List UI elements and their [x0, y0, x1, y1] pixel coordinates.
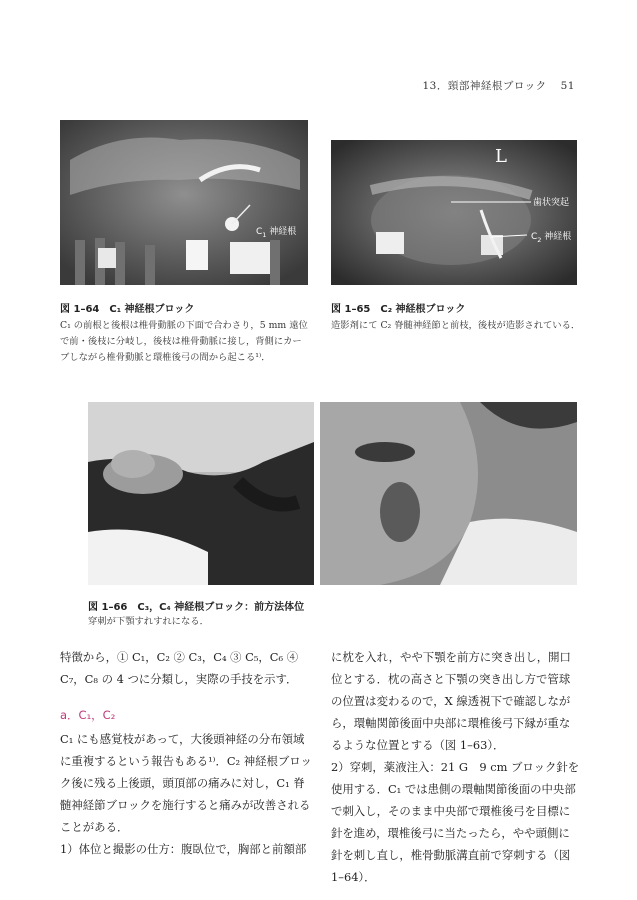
- figure-1-66-photo-left: [88, 402, 314, 585]
- figure-1-65-image: [331, 140, 577, 285]
- xray-c1-illustration: [60, 120, 308, 285]
- patient-position-photo: [88, 402, 314, 585]
- figure-1-66-photo-right: [320, 402, 577, 585]
- c2-root-label: $C_2$ 神経根: [531, 232, 572, 244]
- figure-1-65-title: 図 1–65 C₂ 神経根ブロック: [331, 304, 466, 315]
- figure-1-64-caption: C₁ の前根と後根は椎骨動脈の下面で合わさり，5 mm 遠位で前・後枝に分岐し，後枝は椎骨動脈に接し，背側にカーブしながら椎骨動脈と環椎後弓の間から起こる¹⁾．: [60, 320, 308, 363]
- patient-face-photo: [320, 402, 577, 585]
- intro-paragraph: 特徴から，① C₁，C₂ ② C₃，C₄ ③ C₅，C₆ ④ C₇，C₈ の 4 つに分類し，実際の手技を示す．: [60, 650, 299, 686]
- section-paragraph: C₁ にも感覚枝があって，大後頭神経の分布領域に重複するという報告もある¹⁾．C₂ 神経根ブロック後に残る上後頭，頭頂部の痛みに対し，C₁ 脊髄神経節ブロックを施行すると痛みが改善されることがある．: [60, 732, 312, 834]
- xray-c2-illustration: [331, 140, 577, 285]
- chapter-title: 13．頸部神経根ブロック: [422, 80, 547, 92]
- figure-1-66-title: 図 1–66 C₃，C₄ 神経根ブロック：前方法体位: [88, 602, 305, 613]
- c1-root-label: $C_1$ 神経根: [256, 227, 297, 239]
- body-right-column: [331, 646, 581, 888]
- figure-1-66-caption: 穿刺が下顎すれすれになる．: [88, 616, 209, 627]
- right-paragraph-1: に枕を入れ，やや下顎を前方に突き出し，開口位とする．枕の高さと下顎の突き出し方で管球の位置は変わるので，X 線透視下で確認しながら，環軸関節後面中央部に環椎後弓下縁が重なるような位置とする（図 1–63）．: [331, 650, 571, 752]
- l-side-marker: L: [495, 146, 507, 167]
- step1-paragraph: 1）体位と撮影の仕方：腹臥位で，胸部と前額部: [60, 842, 307, 856]
- running-head: [422, 78, 575, 93]
- figure-1-64-image: [60, 120, 308, 285]
- body-left-column: [60, 646, 312, 860]
- section-heading-c1-c2: a．C₁，C₂: [60, 708, 116, 722]
- right-paragraph-2: 2）穿刺，薬液注入：21 G 9 cm ブロック針を使用する．C₁ では患側の環軸関節後面の中央部で刺入し，そのまま中央部で環椎後弓を目標に針を進め，環椎後弓に当たったら，やや頭側に針を刺し直し，椎骨動脈溝直前で穿刺する（図 1–64）．: [331, 760, 580, 884]
- figure-1-65-caption: 造影剤にて C₂ 脊髄神経節と前枝，後枝が造影されている．: [331, 320, 581, 331]
- page-number: 51: [560, 80, 575, 92]
- figure-1-64-title: 図 1–64 C₁ 神経根ブロック: [60, 304, 195, 315]
- dens-label: 歯状突起: [533, 198, 570, 208]
